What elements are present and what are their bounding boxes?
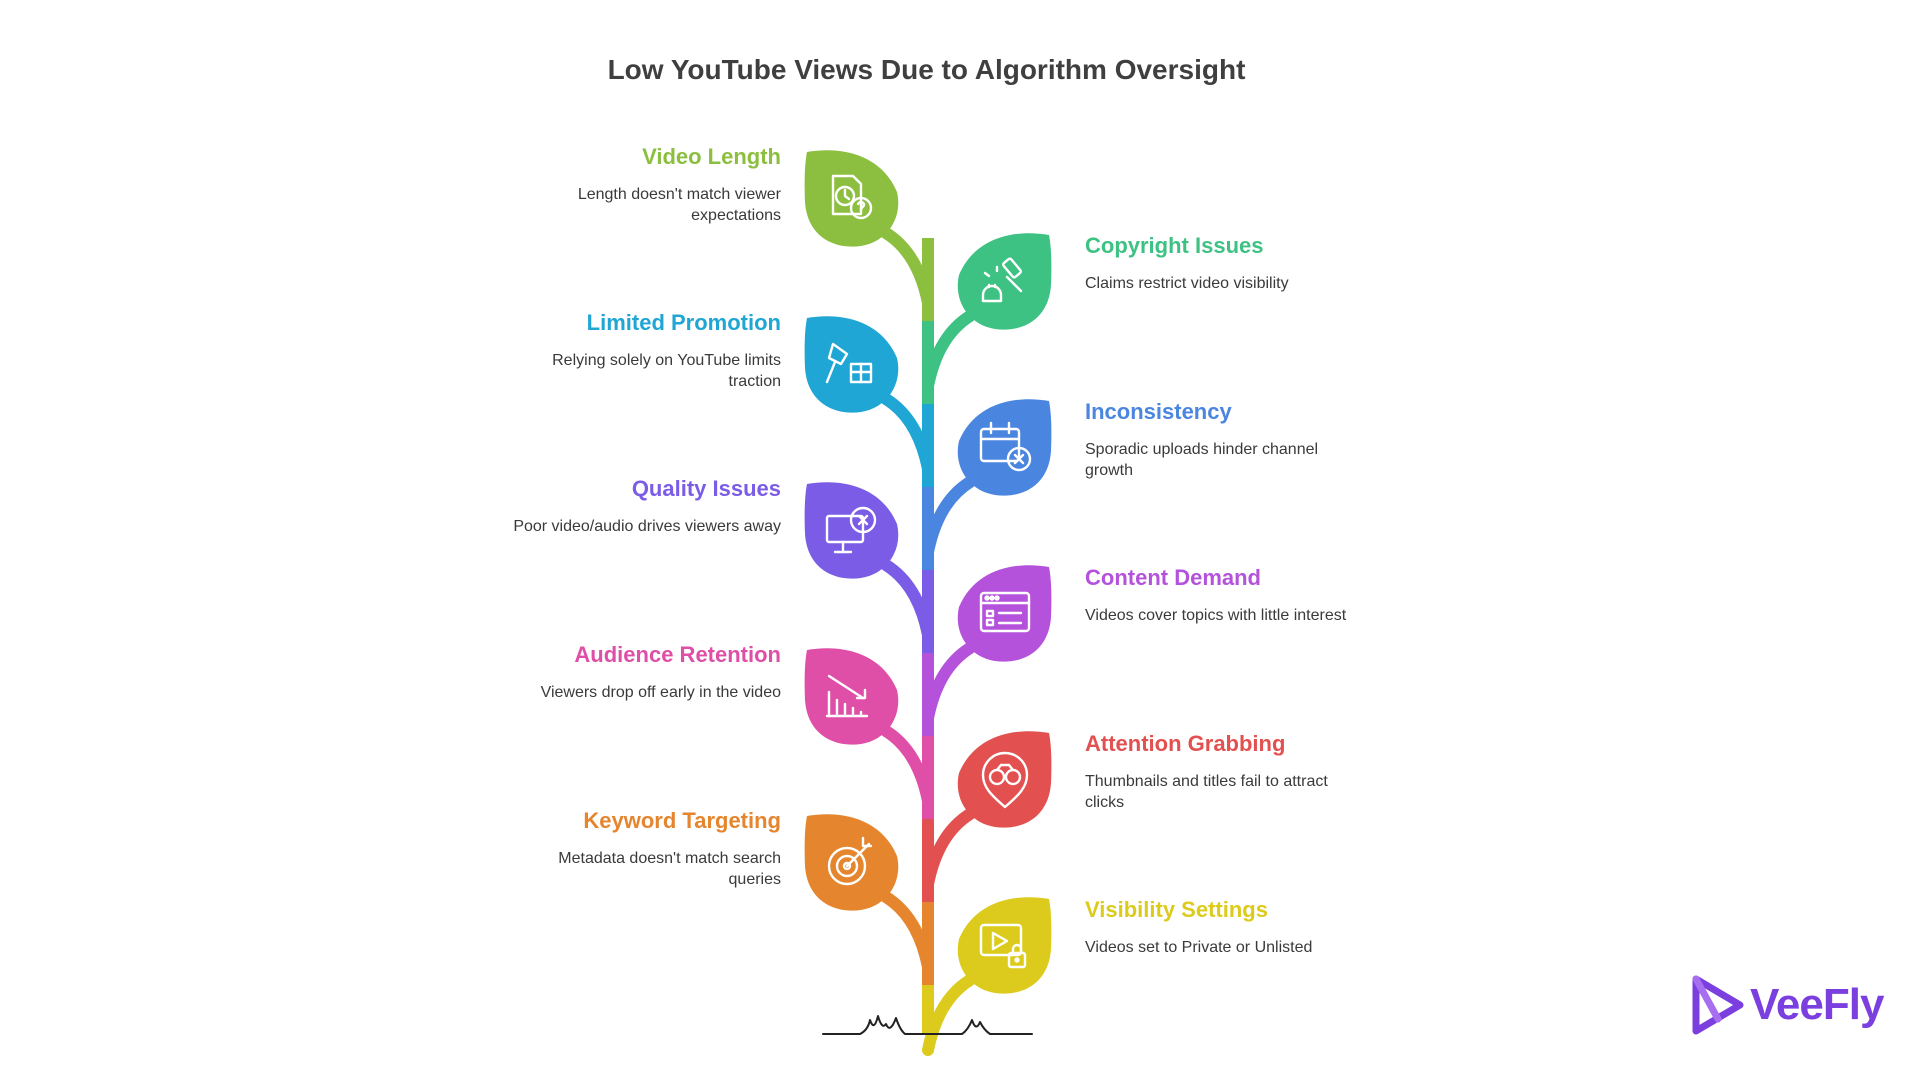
item-description: Poor video/audio drives viewers away [513, 518, 781, 535]
leaf-limited-promotion [805, 316, 899, 412]
leaf-shape-quality-issues [805, 482, 899, 578]
leaf-video-length [805, 150, 899, 246]
leaf-content-demand [958, 565, 1052, 661]
leaf-shape-visibility-settings [958, 897, 1052, 993]
item-description: Videos set to Private or Unlisted [1085, 939, 1313, 956]
leaf-attention-grabbing [958, 731, 1052, 827]
item-title: Inconsistency [1085, 399, 1232, 424]
branch-video-length [886, 233, 928, 303]
item-description: Thumbnails and titles fail to attract clicks [1085, 773, 1328, 811]
branch-audience-retention [886, 731, 928, 801]
item-keyword-targeting [511, 808, 781, 890]
branch-attention-grabbing [928, 814, 970, 884]
item-limited-promotion [511, 310, 781, 392]
leaf-shape-inconsistency [958, 399, 1052, 495]
item-inconsistency [1085, 399, 1355, 481]
item-copyright-issues [1085, 233, 1355, 294]
item-description: Length doesn't match viewer expectations [577, 186, 781, 224]
item-description: Metadata doesn't match search queries [558, 850, 781, 888]
veefly-logo-icon [1690, 975, 1746, 1035]
item-description: Sporadic uploads hinder channel growth [1085, 441, 1319, 479]
leaf-audience-retention [805, 648, 899, 744]
leaf-quality-issues [805, 482, 899, 578]
branch-keyword-targeting [886, 897, 928, 967]
leaf-visibility-settings [958, 897, 1052, 993]
leaf-copyright-issues [958, 233, 1052, 329]
item-title: Audience Retention [574, 642, 781, 667]
branch-limited-promotion [886, 399, 928, 469]
veefly-logo [1690, 975, 1883, 1035]
item-title: Attention Grabbing [1085, 731, 1286, 756]
tree-stems [886, 233, 970, 1050]
item-description: Claims restrict video visibility [1085, 275, 1289, 292]
item-title: Copyright Issues [1085, 233, 1264, 258]
item-audience-retention [511, 642, 781, 703]
item-visibility-settings [1085, 897, 1355, 958]
branch-quality-issues [886, 565, 928, 635]
item-title: Limited Promotion [586, 310, 781, 335]
item-title: Content Demand [1085, 565, 1261, 590]
item-title: Quality Issues [631, 476, 781, 501]
item-quality-issues [511, 476, 781, 537]
item-video-length [511, 144, 781, 226]
item-content-demand [1085, 565, 1355, 626]
branch-inconsistency [928, 482, 970, 552]
branch-content-demand [928, 648, 970, 718]
item-title: Video Length [642, 144, 781, 169]
veefly-logo-text: VeeFly [1750, 980, 1884, 1029]
item-description: Viewers drop off early in the video [540, 684, 781, 701]
leaf-inconsistency [958, 399, 1052, 495]
branch-copyright-issues [928, 316, 970, 386]
item-description: Videos cover topics with little interest [1085, 607, 1347, 624]
branch-visibility-settings [928, 980, 970, 1050]
item-attention-grabbing [1085, 731, 1355, 813]
page-title: Low YouTube Views Due to Algorithm Oversight [607, 54, 1246, 85]
item-description: Relying solely on YouTube limits traction [552, 352, 781, 390]
item-title: Keyword Targeting [583, 808, 781, 833]
leaf-shape-video-length [805, 150, 899, 246]
leaf-shape-audience-retention [805, 648, 899, 744]
leaf-keyword-targeting [805, 814, 899, 910]
item-title: Visibility Settings [1085, 897, 1268, 922]
leaf-shape-copyright-issues [958, 233, 1052, 329]
